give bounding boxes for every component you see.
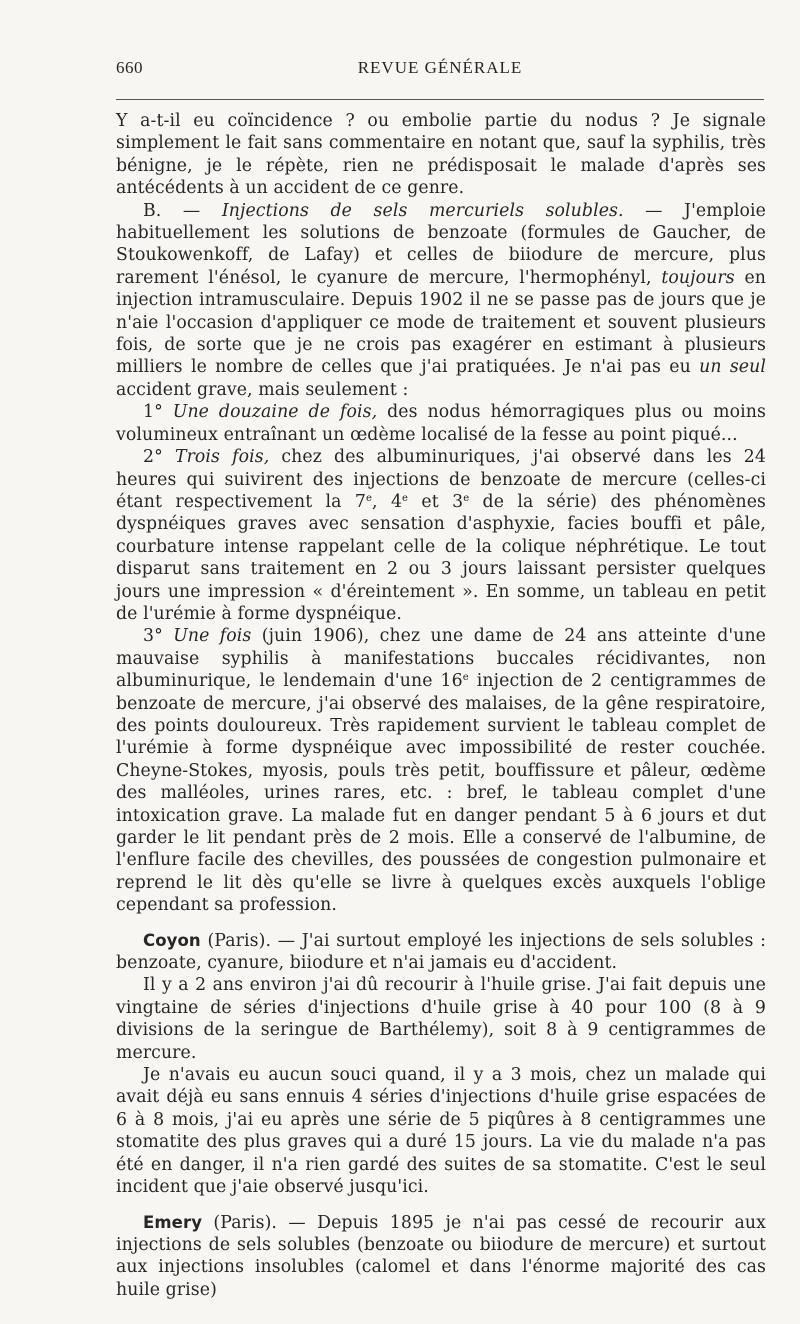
author-name: Coyon — [143, 930, 201, 950]
body-text — [116, 110, 766, 1301]
paragraph-1 — [116, 110, 766, 200]
paragraph-5 — [116, 625, 766, 916]
paragraph-text: — J'emploie habituellement les solutions de benzoate (formules de Gaucher, de Stoukowenkoff, de Lafay) et celles de biiodure de mercure, plus rarement l'énésol, le cyanure de mercure, l'hermophényl, — [116, 200, 766, 288]
superscript: e — [462, 672, 469, 684]
paragraph-text: (Paris). — J'ai surtout employé les injections de sels solubles : benzoate, cyanure, biiodure et n'ai jamais eu d'accident. — [116, 930, 766, 974]
paragraph-text: Il y a 2 ans environ j'ai dû recourir à l'huile grise. J'ai fait depuis une vingtaine de séries d'injections d'huile grise à 40 pour 100 (8 à 9 divisions de la seringue de Barthélemy), soit 8 à 9 centigrammes de mercure. — [116, 975, 766, 1063]
paragraph-4 — [116, 446, 766, 625]
list-number: 2° — [143, 447, 175, 468]
author-name: Emery — [143, 1212, 203, 1232]
paragraph-8 — [116, 1064, 766, 1198]
superscript: e — [463, 492, 470, 504]
section-letter: B. — — [143, 200, 222, 221]
paragraph-text: (juin 1906), chez une dame de 24 ans atteinte d'une mauvaise syphilis à manifestations buccales récidivantes, non albuminurique, le lendemain d'une 16 — [116, 626, 767, 692]
paragraph-text: accident grave, mais seulement : — [116, 379, 409, 400]
emphasis: Une fois — [173, 626, 252, 647]
paragraph-text: , 4 — [372, 491, 403, 512]
paragraph-text: et 3 — [408, 491, 464, 512]
paragraph-text: des nodus hémorragiques plus ou moins volumineux entraînant un œdème localisé de la fesse au point piqué... — [116, 402, 766, 445]
emphasis: toujours — [661, 267, 735, 288]
page-header — [116, 58, 764, 88]
paragraph-text: Je n'avais eu aucun souci quand, il y a 3 mois, chez un malade qui avait déjà eu sans ennuis 4 séries d'injections d'huile grise espacées de 6 à 8 mois, j'ai eu après une série de 5 piqûres à 8 centigrammes une stomatite des plus graves qui a duré 15 jours. La vie du malade n'a pas été en danger, il n'a rien gardé des suites de sa stomatite. C'est le seul incident que j'aie observé jusqu'ici. — [116, 1065, 766, 1198]
section-heading: Injections de sels mercuriels solubles. — [221, 200, 624, 221]
paragraph-text: chez des albuminuriques, j'ai observé dans les 24 heures qui suivirent des injections de benzoate de mercure (celles-ci étant respectivement la 7 — [116, 447, 766, 512]
running-title: REVUE GÉNÉRALE — [357, 58, 523, 77]
paragraph-text: en injection intramusculaire. Depuis 1902 il ne se passe pas de jours que je n'aie l'occasion d'appliquer ce mode de traitement et souvent plusieurs fois, de sorte que je ne crois pas exagérer en estimant à plusieurs milliers le nombre de celles que j'ai pratiquées. Je n'ai pas eu — [116, 267, 766, 378]
emphasis: Trois fois, — [174, 447, 270, 468]
superscript: e — [366, 492, 373, 504]
paragraph-text: de la série) des phénomènes dyspnéiques graves avec sensation d'asphyxie, facies bouffi et pâle, courbature intense rappelant celle de la colique néphrétique. Le tout disparut sans traitement en 2 ou 3 jours laissant persister quelques jours une impression « d'éreintement ». En somme, un tableau en petit de l'urémie à forme dyspnéique. — [116, 491, 767, 624]
paragraph-2 — [116, 200, 766, 402]
paragraph-text: Y a-t-il eu coïncidence ? ou embolie partie du nodus ? Je signale simplement le fait sans commentaire en notant que, sauf la syphilis, très bénigne, je le répète, rien ne prédisposait le malade d'après ses antécédents à un accident de ce genre. — [116, 111, 766, 199]
superscript: e — [402, 492, 409, 504]
emphasis: Une douzaine de fois, — [172, 402, 378, 423]
header-rule — [116, 99, 764, 100]
list-number: 1° — [143, 402, 173, 423]
list-number: 3° — [143, 626, 174, 647]
paragraph-6 — [116, 930, 766, 975]
paragraph-9 — [116, 1212, 766, 1302]
paragraph-text: injection de 2 centigrammes de benzoate de mercure, j'ai observé des malaises, de la gêne respiratoire, des points douloureux. Très rapidement survient le tableau complet de l'urémie à forme dyspnéique avec impossibilité de rester couchée. Cheyne-Stokes, myosis, pouls très petit, bouffissure et pâleur, œdème des malléoles, urines rares, etc. : bref, le tableau complet d'une intoxication grave. La malade fut en danger pendant 5 à 6 jours et dut garder le lit pendant près de 2 mois. Elle a conservé de l'albumine, de l'enflure facile des chevilles, des poussées de congestion pulmonaire et reprend le lit dès qu'elle se livre à quelques excès auxquels l'oblige cependant sa profession. — [116, 671, 766, 916]
paragraph-text: (Paris). — Depuis 1895 je n'ai pas cessé de recourir aux injections de sels solubles (benzoate ou biiodure de mercure) et surtout aux injections insolubles (calomel et dans l'énorme majorité des cas huile grise) — [116, 1212, 766, 1300]
paragraph-3 — [116, 401, 766, 446]
paragraph-7 — [116, 974, 766, 1064]
page-number: 660 — [116, 58, 143, 77]
emphasis: un seul — [699, 357, 766, 378]
